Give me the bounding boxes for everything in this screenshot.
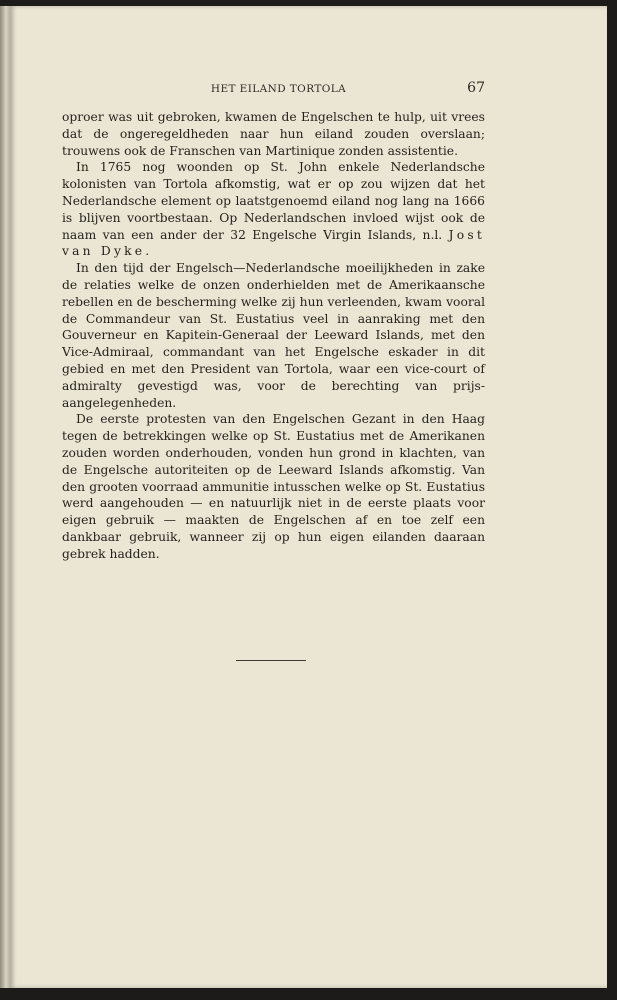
page-header (72, 80, 485, 98)
running-title: HET EILAND TORTOLA (210, 83, 347, 95)
paragraph: In den tijd der Engelsch—Nederlandsche moeilijkheden in zake de relaties welke de onzen onderhielden met de Amerikaansche rebellen en de bescherming welke zij hun verleenden, kwam vooral de Commandeur van St. Eustatius veel in aanraking met den Gouverneur en Kapitein-Generaal der Leeward Islands, met den Vice-Admiraal, commandant van het Engelsche eskader in dit gebied en met den President van Tortola, waar een vice-court of admiralty gevestigd was, voor de berechting van prijs-aangelegenheden. (62, 261, 485, 410)
paragraph (62, 159, 485, 260)
page-number: 67 (467, 80, 485, 96)
paragraph-text-end: . (145, 244, 150, 259)
paragraph: De eerste protesten van den Engelschen Gezant in den Haag tegen de betrekkingen welke op St. Eustatius met de Amerikanen zouden worden onderhouden, vonden hun grond in klachten, van de Engelsche autoriteiten op de Leeward Islands afkomstig. Van den grooten voorraad ammunitie intusschen welke op St. Eustatius werd aangehouden — en natuurlijk niet in de eerste plaats voor eigen gebruik — maakten de Engelschen af en toe zelf een dankbaar gebruik, wanneer zij op hun eigen eilanden daaraan gebrek hadden. (62, 412, 485, 561)
spaced-island-name: Jost van Dyke (62, 227, 485, 259)
section-end-rule (236, 660, 306, 661)
body-text (62, 109, 485, 563)
page-binding-edge (0, 6, 10, 988)
paragraph: oproer was uit gebroken, kwamen de Engelschen te hulp, uit vrees dat de ongeregeldheden naar hun eiland zouden overslaan; trouwens ook de Franschen van Martinique zonden assistentie. (62, 110, 485, 158)
paragraph-text: In 1765 nog woonden op St. John enkele Nederlandsche kolonisten van Tortola afkomstig, wat er op zou wijzen dat het Nederlandsche element op laatstgenoemd eiland nog lang na 1666 is blijven voortbestaan. Op Nederlandschen invloed wijst ook de naam van een ander der 32 Engelsche Virgin Islands, n.l. (62, 160, 485, 242)
